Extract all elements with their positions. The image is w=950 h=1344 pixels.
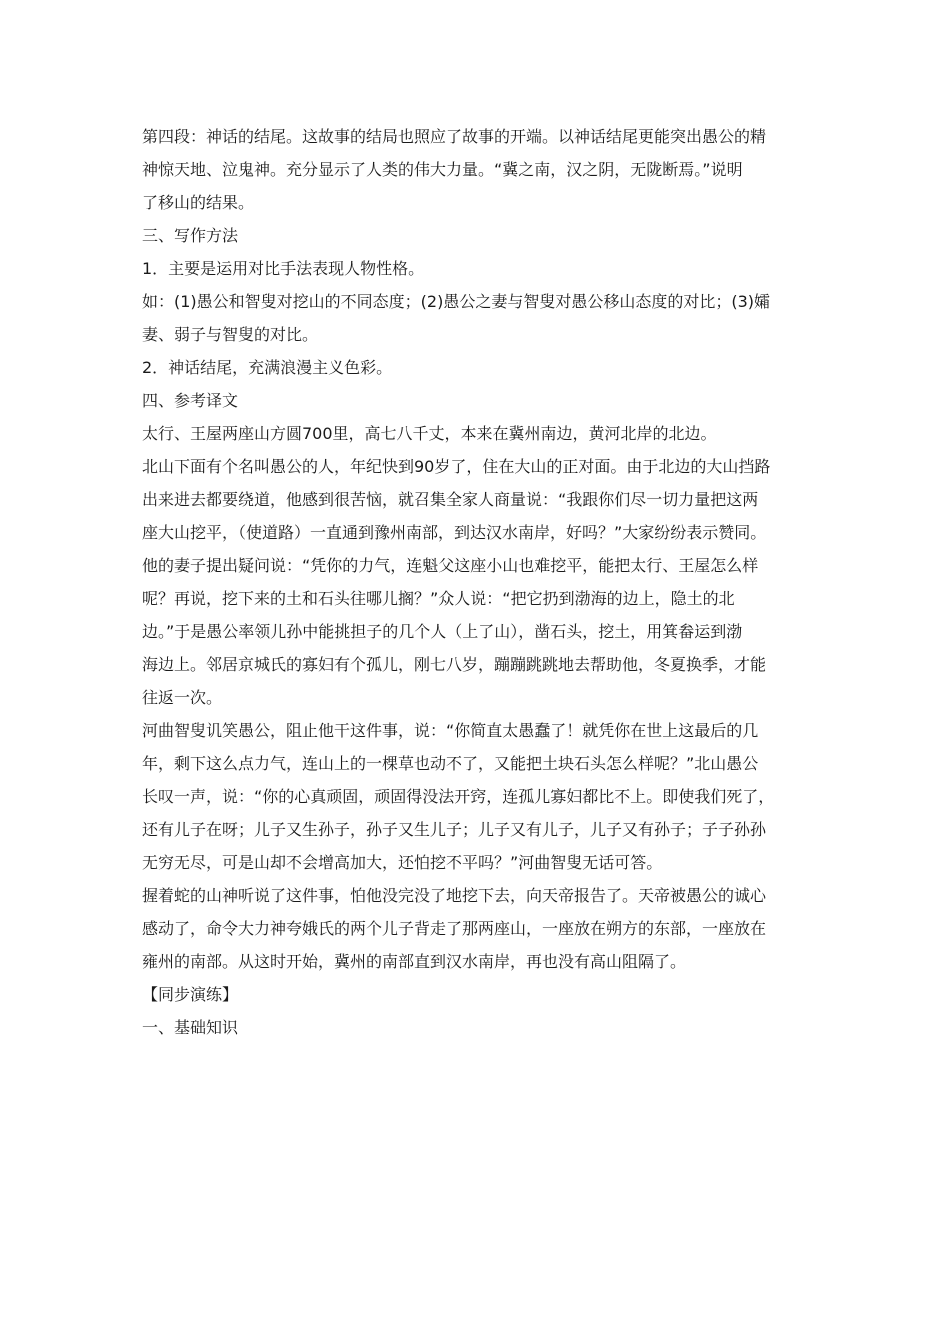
text-line: 神惊天地、泣鬼神。充分显示了人类的伟大力量。“冀之南，汉之阴，无陇断焉。”说明	[142, 160, 743, 179]
writing-item-2: 2．神话结尾，充满浪漫主义色彩。	[142, 358, 393, 377]
text-line: 呢？再说，挖下来的土和石头往哪儿搁？”众人说：“把它扔到渤海的边上，隐土的北	[142, 589, 735, 608]
text-line: 长叹一声，说：“你的心真顽固，顽固得没法开窍，连孤儿寡妇都比不上。即使我们死了，	[142, 787, 775, 806]
text-line: 他的妻子提出疑问说：“凭你的力气，连魁父这座小山也难挖平，能把太行、王屋怎么样	[142, 556, 759, 575]
heading-writing-method: 三、写作方法	[142, 226, 239, 245]
text-line: 边。”于是愚公率领儿孙中能挑担子的几个人（上了山），凿石头，挖土，用箕畚运到渤	[142, 622, 743, 641]
heading-practice: 【同步演练】	[142, 985, 239, 1004]
text-line: 还有儿子在呀；儿子又生孙子，孙子又生儿子；儿子又有儿子，儿子又有孙子；子子孙孙	[142, 820, 767, 839]
writing-example-paragraph	[142, 285, 810, 351]
writing-item-1: 1．主要是运用对比手法表现人物性格。	[142, 259, 425, 278]
text-line: 无穷无尽，可是山却不会增高加大，还怕挖不平吗？”河曲智叟无话可答。	[142, 853, 663, 872]
text-line: 第四段：神话的结尾。这故事的结局也照应了故事的开端。以神话结尾更能突出愚公的精	[142, 127, 767, 146]
text-line: 年，剩下这么点力气，连山上的一棵草也动不了，又能把土块石头怎么样呢？”北山愚公	[142, 754, 759, 773]
text-line: 座大山挖平，（使道路）一直通到豫州南部，到达汉水南岸，好吗？”大家纷纷表示赞同。	[142, 523, 767, 542]
text-line: 如：(1)愚公和智叟对挖山的不同态度；(2)愚公之妻与智叟对愚公移山态度的对比；(3)孀	[142, 292, 770, 311]
section4-paragraph	[142, 120, 810, 219]
text-line: 妻、弱子与智叟的对比。	[142, 325, 319, 344]
translation-paragraph-3	[142, 714, 810, 879]
translation-paragraph-1: 太行、王屋两座山方圆700里，高七八千丈，本来在冀州南边，黄河北岸的北边。	[142, 424, 717, 443]
text-line: 往返一次。	[142, 688, 223, 707]
heading-basic-knowledge: 一、基础知识	[142, 1018, 239, 1037]
text-line: 雍州的南部。从这时开始，冀州的南部直到汉水南岸，再也没有高山阻隔了。	[142, 952, 687, 971]
text-line: 了移山的结果。	[142, 193, 255, 212]
text-line: 海边上。邻居京城氏的寡妇有个孤儿，刚七八岁，蹦蹦跳跳地去帮助他，冬夏换季，才能	[142, 655, 767, 674]
heading-translation: 四、参考译文	[142, 391, 239, 410]
text-line: 河曲智叟讥笑愚公，阻止他干这件事，说：“你简直太愚蠢了！就凭你在世上这最后的几	[142, 721, 759, 740]
text-line: 感动了，命令大力神夸娥氏的两个儿子背走了那两座山，一座放在朔方的东部，一座放在	[142, 919, 767, 938]
translation-paragraph-4	[142, 879, 810, 978]
text-line: 北山下面有个名叫愚公的人，年纪快到90岁了，住在大山的正对面。由于北边的大山挡路	[142, 457, 771, 476]
translation-paragraph-2	[142, 450, 810, 714]
document-body	[142, 120, 810, 1044]
text-line: 握着蛇的山神听说了这件事，怕他没完没了地挖下去，向天帝报告了。天帝被愚公的诚心	[142, 886, 767, 905]
text-line: 出来进去都要绕道，他感到很苦恼，就召集全家人商量说：“我跟你们尽一切力量把这两	[142, 490, 759, 509]
